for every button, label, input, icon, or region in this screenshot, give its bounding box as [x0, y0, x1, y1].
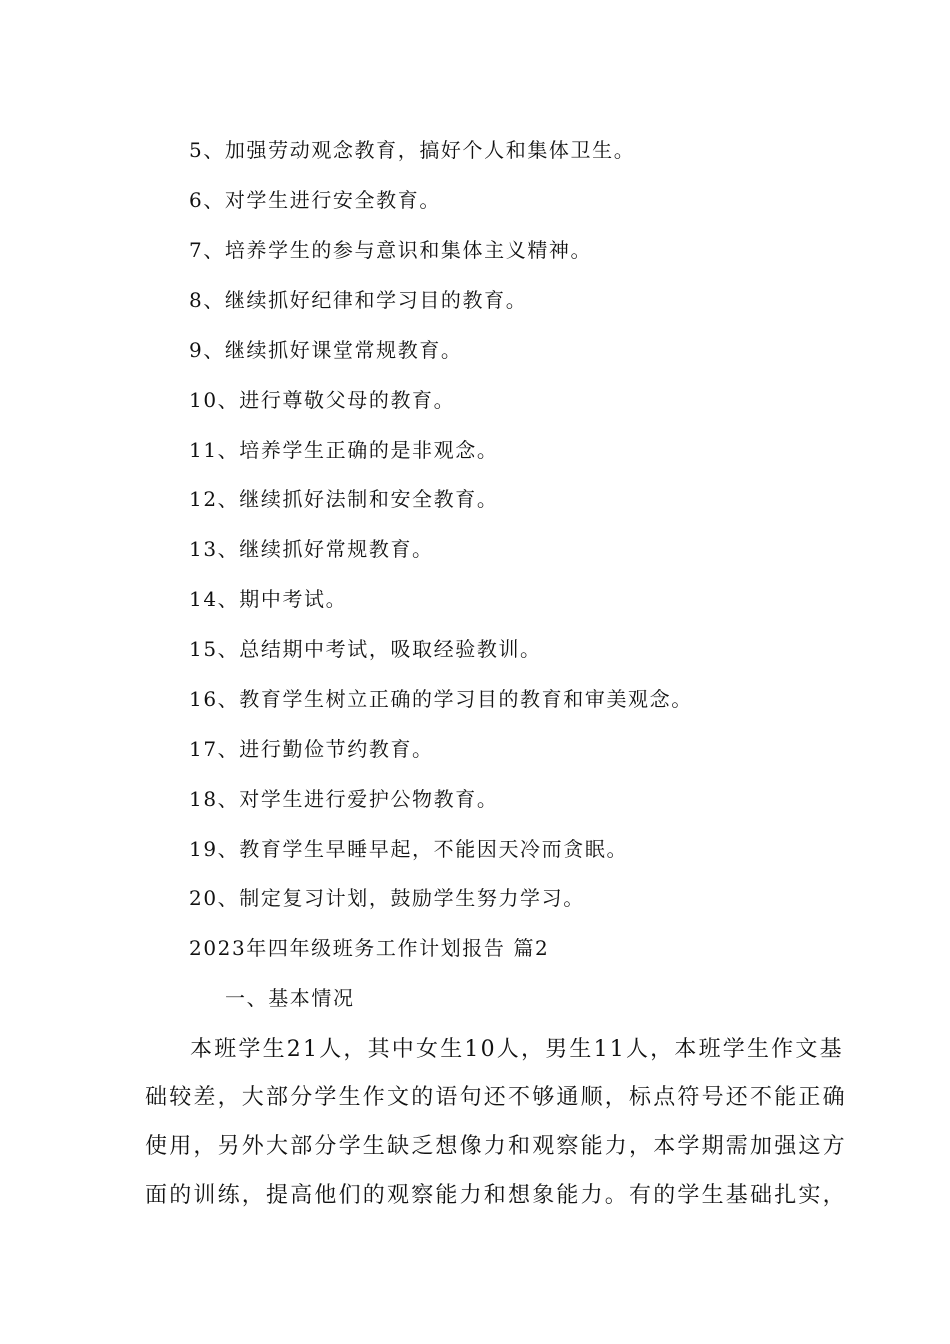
- list-item: 12、继续抓好法制和安全教育。: [189, 487, 499, 511]
- list-item: 7、培养学生的参与意识和集体主义精神。: [189, 238, 593, 262]
- paragraph-line: 使用，另外大部分学生缺乏想像力和观察能力，本学期需加强这方: [145, 1134, 847, 1159]
- paragraph-line: 本班学生21人，其中女生10人，男生11人，本班学生作文基: [190, 1037, 844, 1062]
- list-item: 19、教育学生早睡早起，不能因天冷而贪眠。: [189, 837, 629, 861]
- list-item: 14、期中考试。: [189, 587, 348, 611]
- list-item: 8、继续抓好纪律和学习目的教育。: [189, 288, 528, 312]
- list-item: 5、加强劳动观念教育，搞好个人和集体卫生。: [189, 138, 636, 162]
- list-item: 20、制定复习计划，鼓励学生努力学习。: [189, 886, 585, 910]
- list-item: 15、总结期中考试，吸取经验教训。: [189, 637, 542, 661]
- list-item: 9、继续抓好课堂常规教育。: [189, 338, 463, 362]
- list-item: 11、培养学生正确的是非观念。: [189, 438, 499, 462]
- section-heading: 一、基本情况: [225, 986, 355, 1010]
- paragraph-line: 面的训练，提高他们的观察能力和想象能力。有的学生基础扎实，: [145, 1183, 847, 1208]
- list-item: 6、对学生进行安全教育。: [189, 188, 441, 212]
- list-item: 13、继续抓好常规教育。: [189, 537, 434, 561]
- list-item: 18、对学生进行爱护公物教育。: [189, 787, 499, 811]
- list-item: 10、进行尊敬父母的教育。: [189, 388, 456, 412]
- report-title: 2023年四年级班务工作计划报告 篇2: [189, 936, 550, 960]
- list-item: 17、进行勤俭节约教育。: [189, 737, 434, 761]
- list-item: 16、教育学生树立正确的学习目的教育和审美观念。: [189, 687, 693, 711]
- paragraph-line: 础较差，大部分学生作文的语句还不够通顺，标点符号还不能正确: [145, 1085, 847, 1110]
